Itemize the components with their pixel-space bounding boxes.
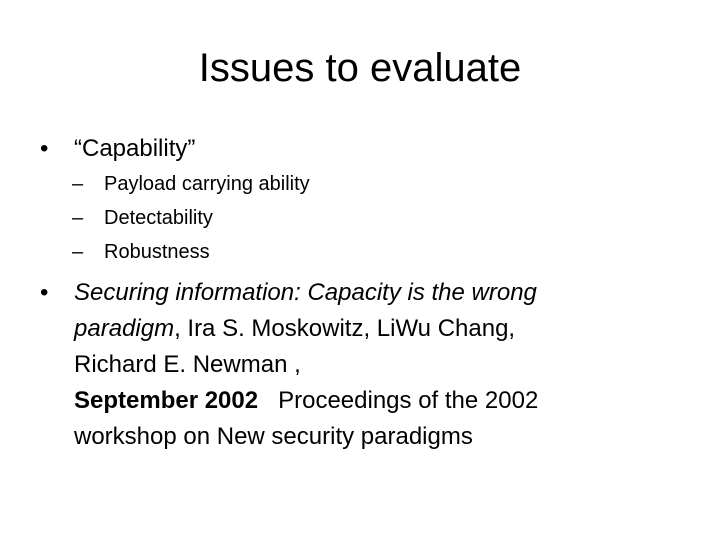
- subitem-text: Robustness: [104, 241, 210, 263]
- reference-citation: [74, 275, 538, 455]
- dash-icon: –: [72, 241, 84, 263]
- slide-title: Issues to evaluate: [198, 46, 522, 90]
- reference-date: September 2002: [74, 387, 259, 414]
- bullet-text: “Capability”: [74, 135, 196, 162]
- bullet-reference: [40, 275, 700, 450]
- dash-icon: –: [72, 207, 84, 229]
- reference-authors-part1: , Ira S. Moskowitz, LiWu Chang,: [174, 315, 516, 342]
- bullet-capability: [40, 131, 680, 167]
- dash-icon: –: [72, 173, 84, 195]
- subitem-text: Detectability: [104, 207, 213, 229]
- reference-title-part1: Securing information: Capacity is the wrong: [74, 279, 537, 306]
- bullet-icon: •: [40, 279, 49, 306]
- reference-title-part2: paradigm: [74, 315, 175, 342]
- reference-proceedings-part2: workshop on New security paradigms: [74, 423, 473, 450]
- subitem-text: Payload carrying ability: [104, 173, 310, 195]
- reference-authors-part2: Richard E. Newman ,: [74, 351, 301, 378]
- bullet-icon: •: [40, 135, 49, 162]
- reference-proceedings-part1: Proceedings of the 2002: [258, 387, 539, 414]
